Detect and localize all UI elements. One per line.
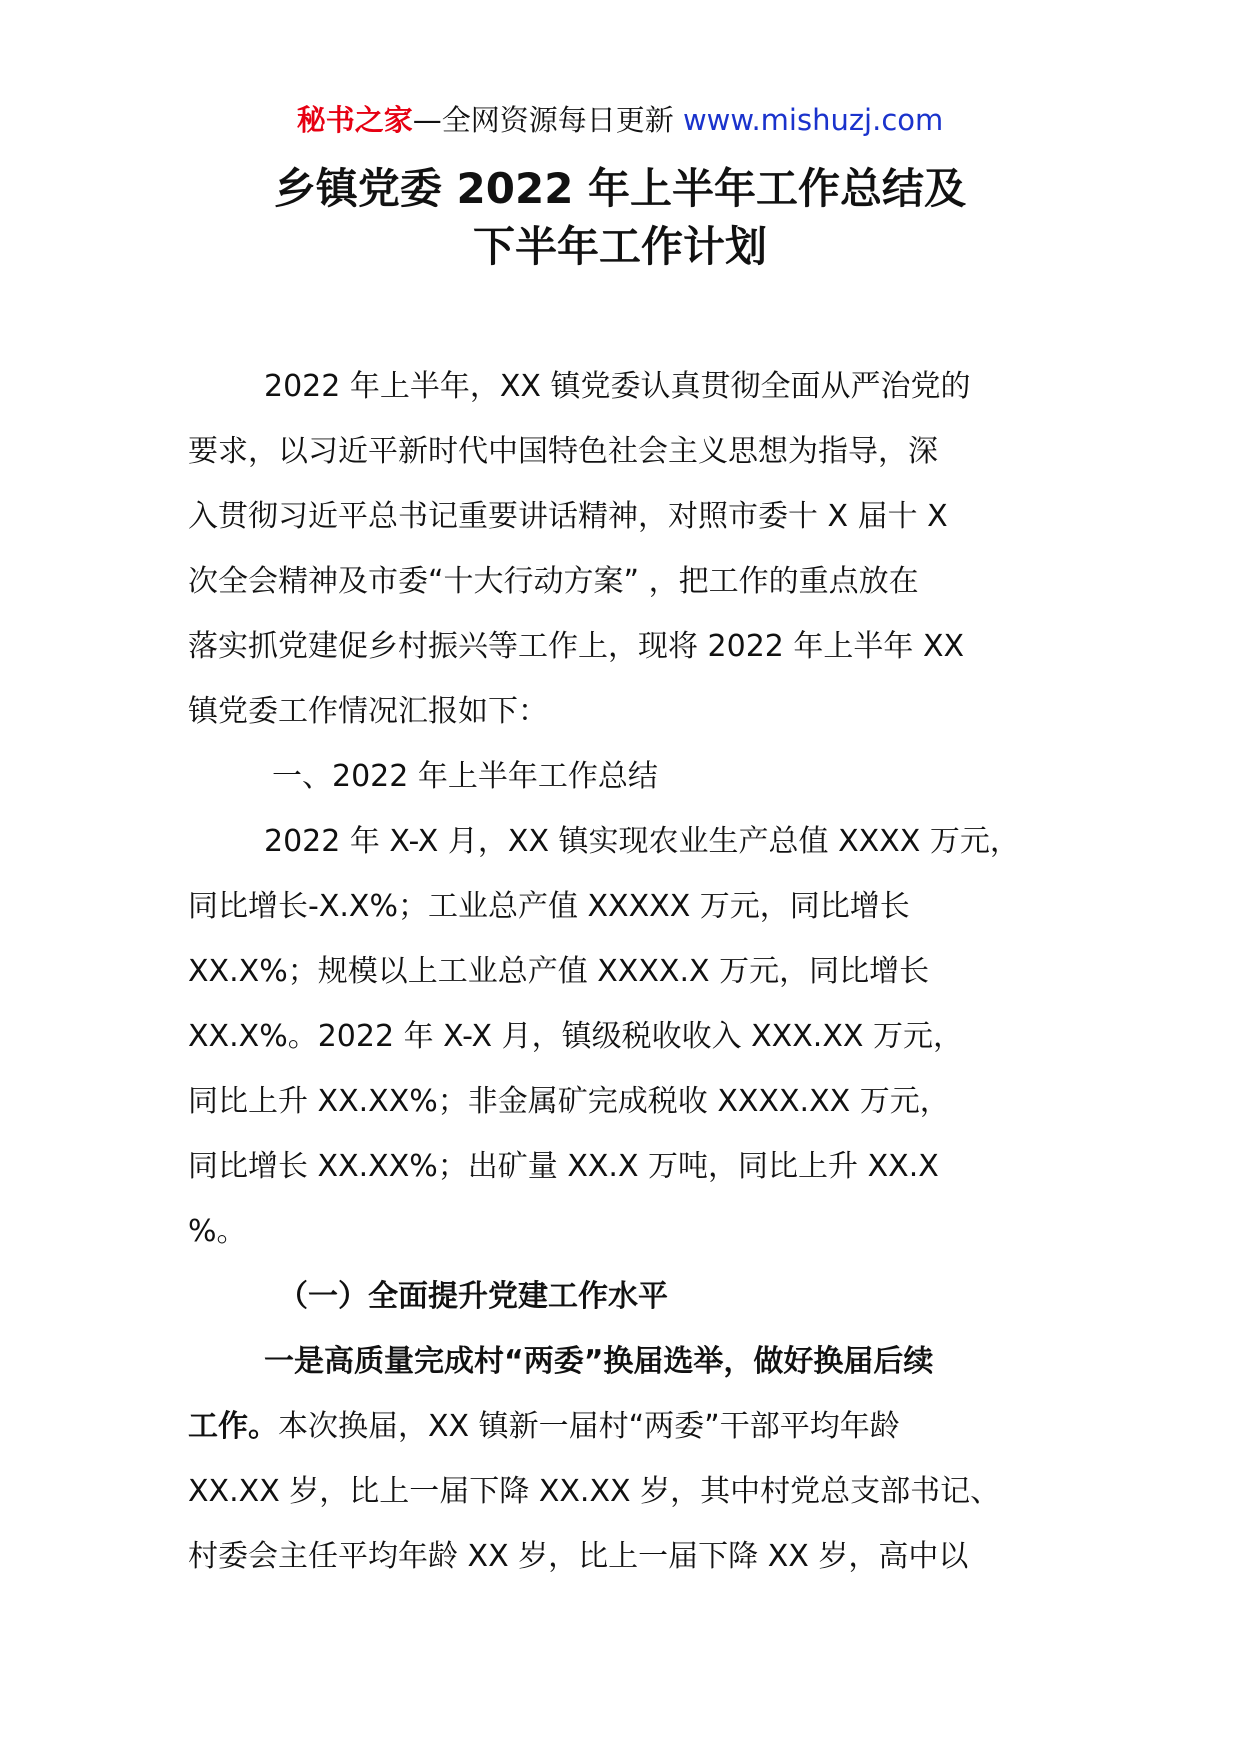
paragraph-line: XX.X%；规模以上工业总产值 XXXX.X 万元，同比增长 bbox=[188, 954, 930, 989]
paragraph-line: 同比上升 XX.XX%；非金属矿完成税收 XXXX.XX 万元， bbox=[188, 1084, 950, 1119]
page-header bbox=[0, 100, 1240, 140]
paragraph-line: XX.X%。2022 年 X-X 月，镇级税收收入 XXX.XX 万元， bbox=[188, 1019, 963, 1054]
paragraph-line: 同比增长-X.X%；工业总产值 XXXXX 万元，同比增长 bbox=[188, 889, 910, 924]
website-link[interactable]: www.mishuzj.com bbox=[682, 103, 944, 137]
paragraph-line: 2022 年上半年，XX 镇党委认真贯彻全面从严治党的 bbox=[264, 369, 971, 404]
section-heading: 一、2022 年上半年工作总结 bbox=[272, 759, 658, 794]
paragraph-line: 同比增长 XX.XX%；出矿量 XX.X 万吨，同比上升 XX.X bbox=[188, 1149, 939, 1184]
paragraph-line bbox=[188, 1394, 1088, 1459]
title-line-1: 乡镇党委 2022 年上半年工作总结及 bbox=[273, 164, 967, 213]
paragraph-line: 落实抓党建促乡村振兴等工作上，现将 2022 年上半年 XX bbox=[188, 629, 965, 664]
title-line-2: 下半年工作计划 bbox=[472, 222, 767, 271]
bold-lead-text: 工作。 bbox=[188, 1409, 278, 1444]
paragraph-text: 本次换届，XX 镇新一届村“两委”干部平均年龄 bbox=[278, 1409, 900, 1444]
header-slogan: —全网资源每日更新 bbox=[412, 103, 683, 137]
paragraph-line: 镇党委工作情况汇报如下： bbox=[188, 694, 548, 729]
paragraph-line: 2022 年 X-X 月，XX 镇实现农业生产总值 XXXX 万元， bbox=[264, 824, 1020, 859]
paragraph-line: 次全会精神及市委“十大行动方案” ，把工作的重点放在 bbox=[188, 564, 919, 599]
subsection-heading: （一）全面提升党建工作水平 bbox=[278, 1279, 668, 1314]
document-title bbox=[0, 160, 1240, 276]
document-body bbox=[188, 354, 1088, 1589]
paragraph-line: 村委会主任平均年龄 XX 岁，比上一届下降 XX 岁，高中以 bbox=[188, 1539, 969, 1574]
brand-name: 秘书之家 bbox=[296, 103, 413, 137]
paragraph-line: %。 bbox=[188, 1214, 247, 1249]
bold-lead-line: 一是高质量完成村“两委”换届选举，做好换届后续 bbox=[264, 1344, 934, 1379]
paragraph-line: 要求，以习近平新时代中国特色社会主义思想为指导，深 bbox=[188, 434, 938, 469]
paragraph-line: 入贯彻习近平总书记重要讲话精神，对照市委十 X 届十 X bbox=[188, 499, 948, 534]
paragraph-line: XX.XX 岁，比上一届下降 XX.XX 岁，其中村党总支部书记、 bbox=[188, 1474, 1001, 1509]
